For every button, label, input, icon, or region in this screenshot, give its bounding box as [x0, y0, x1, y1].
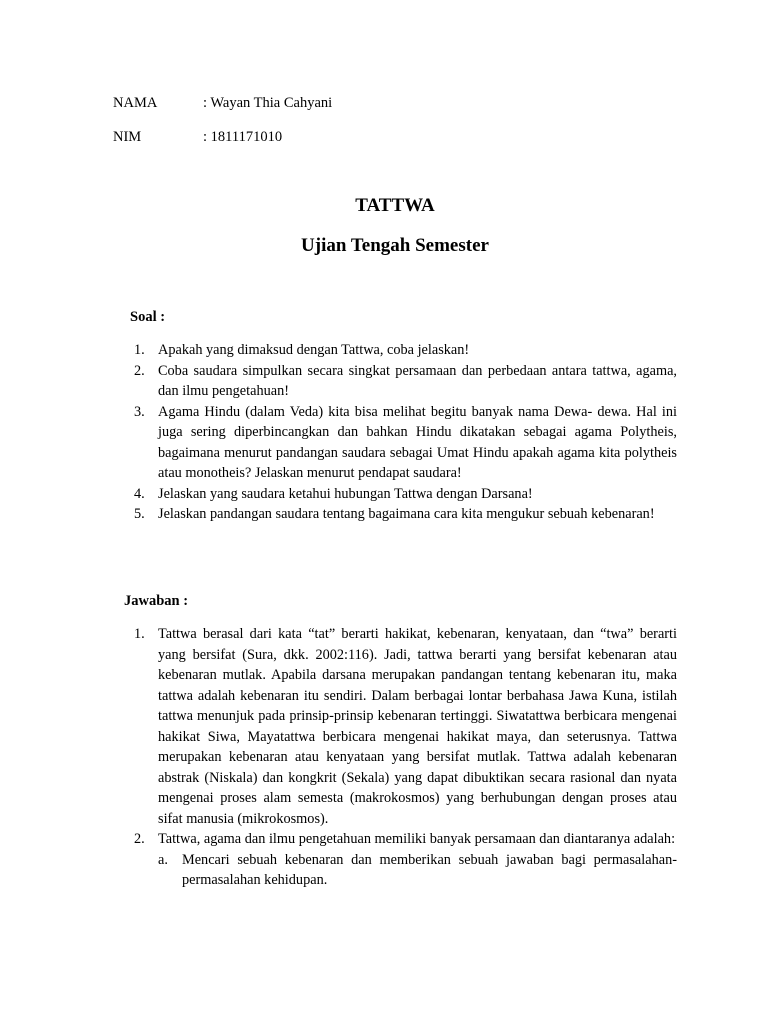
soal-item-1: 1. Apakah yang dimaksud dengan Tattwa, coba jelaskan! — [134, 342, 470, 358]
soal-item-text: Jelaskan pandangan saudara tentang bagaimana cara kita mengukur sebuah kebenaran! — [158, 506, 655, 522]
nim-label: NIM — [113, 129, 142, 145]
jawaban-item-text: Tattwa berasal dari kata “tat” berarti hakikat, kebenaran, kenyataan, dan “twa” berarti yang bersifat (Sura, dkk. 2002:116). Jadi, tattwa berarti yang bersifat kebenaran atau kebenaran mutlak. Apabila darsana merupakan pandangan tentang kebenaran itu, maka tattwa adalah kebenaran itu sendiri. Dalam berbagai lontar berbahasa Jawa Kuna, istilah tattwa menunjuk pada prinsip-prinsip kebenaran tertinggi. Siwatattwa berbicara mengenai hakikat Siwa, Mayatattwa berbicara mengenai hakikat maya, dan seterusnya. Tattwa merupakan kebenaran atau kenyataan yang bersifat mutlak. Tattwa adalah kebenaran abstrak (Niskala) dan kongkrit (Sekala) yang dapat dibuktikan secara rasional dan nyata mengenai proses alam semesta (makrokosmos) yang berhubungan dengan proses atau sifat manusia (mikrokosmos). — [158, 626, 677, 827]
soal-item-text: Apakah yang dimaksud dengan Tattwa, coba jelaskan! — [158, 342, 470, 358]
soal-item-5: 5. Jelaskan pandangan saudara tentang bagaimana cara kita mengukur sebuah kebenaran! — [134, 506, 655, 522]
name-label: NAMA — [113, 95, 158, 111]
jawaban-label: Jawaban : — [124, 593, 189, 609]
jawaban-subitem-text: Mencari sebuah kebenaran dan memberikan sebuah jawaban bagi permasalahan-permasalahan kehidupan. — [182, 851, 677, 888]
name-row — [113, 94, 332, 112]
soal-item-4: 4. Jelaskan yang saudara ketahui hubungan Tattwa dengan Darsana! — [134, 485, 533, 502]
jawaban-subitem-a: a. Mencari sebuah kebenaran dan memberikan sebuah jawaban bagi permasalahan-permasalahan kehidupan. — [158, 851, 677, 888]
jawaban-list — [134, 624, 677, 891]
soal-label: Soal : — [130, 309, 166, 325]
soal-item-text: Agama Hindu (dalam Veda) kita bisa melihat begitu banyak nama Dewa- dewa. Hal ini juga sering diperbincangkan dan bahkan Hindu dikatakan sebagai agama Polytheis, bagaimana menurut pandangan saudara sebagai Umat Hindu apakah agama kita polytheis atau monotheis? Jelaskan menurut pendapat saudara! — [158, 403, 677, 481]
nim-row — [113, 128, 282, 146]
soal-list — [134, 340, 677, 525]
jawaban-item-text: Tattwa, agama dan ilmu pengetahuan memiliki banyak persamaan dan diantaranya adalah: — [158, 831, 676, 847]
soal-item-text: Coba saudara simpulkan secara singkat persamaan dan perbedaan antara tattwa, agama, dan ilmu pengetahuan! — [158, 362, 677, 399]
jawaban-item-2: 2. Tattwa, agama dan ilmu pengetahuan memiliki banyak persamaan dan diantaranya adalah: a. Mencari sebuah kebenaran dan memberikan sebuah jawaban bagi permasalahan-permasalahan kehidupan. — [158, 829, 677, 891]
soal-item-3: 3. Agama Hindu (dalam Veda) kita bisa melihat begitu banyak nama Dewa- dewa. Hal ini juga sering diperbincangkan dan bahkan Hindu dikatakan sebagai agama Polytheis, bagaimana menurut pandangan saudara sebagai Umat Hindu apakah agama kita polytheis atau monotheis? Jelaskan menurut pendapat saudara! — [134, 403, 677, 481]
nim-value: : 1811171010 — [203, 129, 283, 145]
document-subtitle: Ujian Tengah Semester — [301, 235, 489, 256]
soal-item-2: 2. Coba saudara simpulkan secara singkat persamaan dan perbedaan antara tattwa, agama, dan ilmu pengetahuan! — [134, 362, 677, 399]
jawaban-item-1: 1. Tattwa berasal dari kata “tat” berarti hakikat, kebenaran, kenyataan, dan “twa” berarti yang bersifat (Sura, dkk. 2002:116). Jadi, tattwa berarti yang bersifat kebenaran atau kebenaran mutlak. Apabila darsana merupakan pandangan tentang kebenaran itu, maka tattwa adalah kebenaran itu sendiri. Dalam berbagai lontar berbahasa Jawa Kuna, istilah tattwa menunjuk pada prinsip-prinsip kebenaran tertinggi. Siwatattwa berbicara mengenai hakikat Siwa, Mayatattwa berbicara mengenai hakikat maya, dan seterusnya. Tattwa merupakan kebenaran atau kenyataan yang bersifat mutlak. Tattwa adalah kebenaran abstrak (Niskala) dan kongkrit (Sekala) yang dapat dibuktikan secara rasional dan nyata mengenai proses alam semesta (makrokosmos) yang berhubungan dengan proses atau sifat manusia (mikrokosmos). — [134, 626, 677, 827]
soal-item-text: Jelaskan yang saudara ketahui hubungan Tattwa dengan Darsana! — [158, 485, 533, 502]
document-title: TATTWA — [355, 195, 435, 216]
name-value: : Wayan Thia Cahyani — [203, 95, 333, 111]
jawaban-sublist — [158, 850, 677, 891]
